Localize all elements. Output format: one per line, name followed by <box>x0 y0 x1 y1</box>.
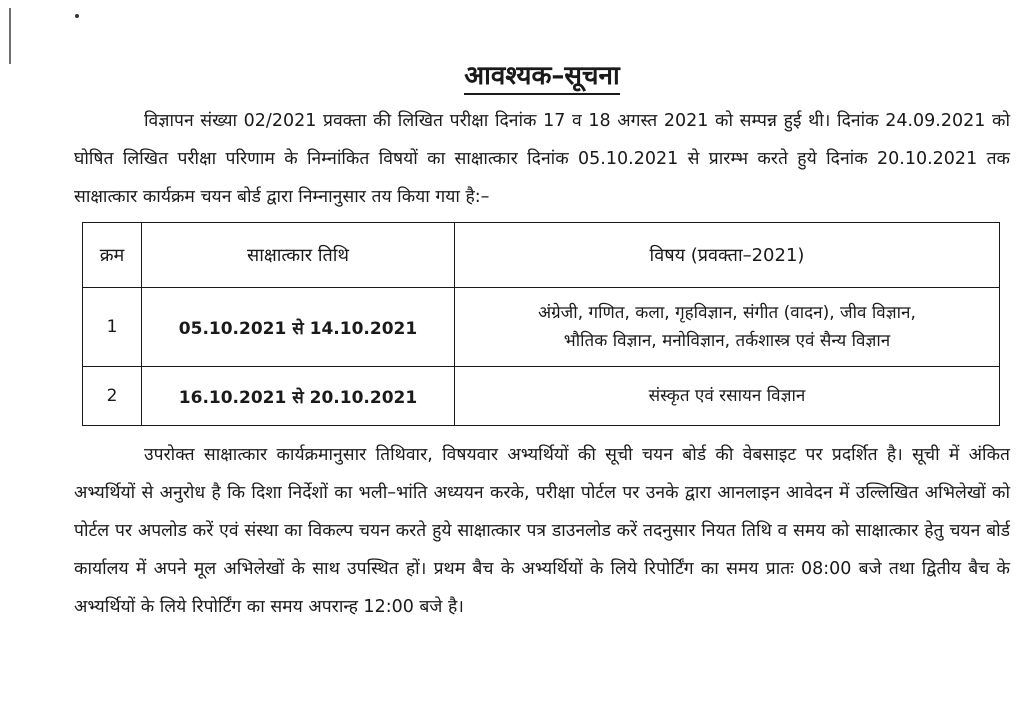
header-subject: विषय (प्रवक्ता–2021) <box>455 223 1000 288</box>
interview-schedule-table <box>82 222 1000 426</box>
table-row <box>83 367 1000 426</box>
row-subject-line: अंग्रेजी, गणित, कला, गृहविज्ञान, संगीत (वादन), जीव विज्ञान, <box>538 303 916 323</box>
table-row <box>83 288 1000 367</box>
row-serial: 1 <box>83 288 142 367</box>
row-subject-line: भौतिक विज्ञान, मनोविज्ञान, तर्कशास्त्र एवं सैन्य विज्ञान <box>563 331 891 351</box>
row-date: 05.10.2021 से 14.10.2021 <box>142 288 455 367</box>
header-serial: क्रम <box>83 223 142 288</box>
body-paragraph: उपरोक्त साक्षात्कार कार्यक्रमानुसार तिथिवार, विषयवार अभ्यर्थियों की सूची चयन बोर्ड की वेबसाइट पर प्रदर्शित है। सूची में अंकित अभ्यर्थियों से अनुरोध है कि दिशा निर्देशों का भली–भांति अध्ययन करके, परीक्षा पोर्टल पर उनके द्वारा आनलाइन आवेदन में उल्लिखित अभिलेखों को पोर्टल पर अपलोड करें एवं संस्था का विकल्प चयन करते हुये साक्षात्कार पत्र डाउनलोड करें तदनुसार नियत तिथि व समय को साक्षात्कार हेतु चयन बोर्ड कार्यालय में अपने मूल अभिलेखों के साथ उपस्थित हों। प्रथम बैच के अभ्यर्थियों के लिये रिपोर्टिंग का समय प्रातः 08:00 बजे तथा द्वितीय बैच के अभ्यर्थियों के लिये रिपोर्टिंग का समय अपरान्ह 12:00 बजे है। <box>74 445 1010 617</box>
notice-title-container <box>74 56 1010 92</box>
intro-paragraph: विज्ञापन संख्या 02/2021 प्रवक्ता की लिखित परीक्षा दिनांक 17 व 18 अगस्त 2021 को सम्पन्न हुई थी। दिनांक 24.09.2021 को घोषित लिखित परीक्षा परिणाम के निम्नांकित विषयों का साक्षात्कार दिनांक 05.10.2021 से प्रारम्भ करते हुये दिनांक 20.10.2021 तक साक्षात्कार कार्यक्रम चयन बोर्ड द्वारा निम्नानुसार तय किया गया है:– <box>74 111 1010 207</box>
row-subject <box>455 367 1000 426</box>
row-date: 16.10.2021 से 20.10.2021 <box>142 367 455 426</box>
row-subject <box>455 288 1000 367</box>
scan-edge-line <box>9 8 11 64</box>
table-header-row <box>83 223 1000 288</box>
notice-document <box>74 56 1010 626</box>
row-subject-line: संस्कृत एवं रसायन विज्ञान <box>648 386 806 406</box>
header-interview-date: साक्षात्कार तिथि <box>142 223 455 288</box>
row-serial: 2 <box>83 367 142 426</box>
scan-dot <box>75 14 79 18</box>
notice-title: आवश्यक–सूचना <box>464 61 619 95</box>
